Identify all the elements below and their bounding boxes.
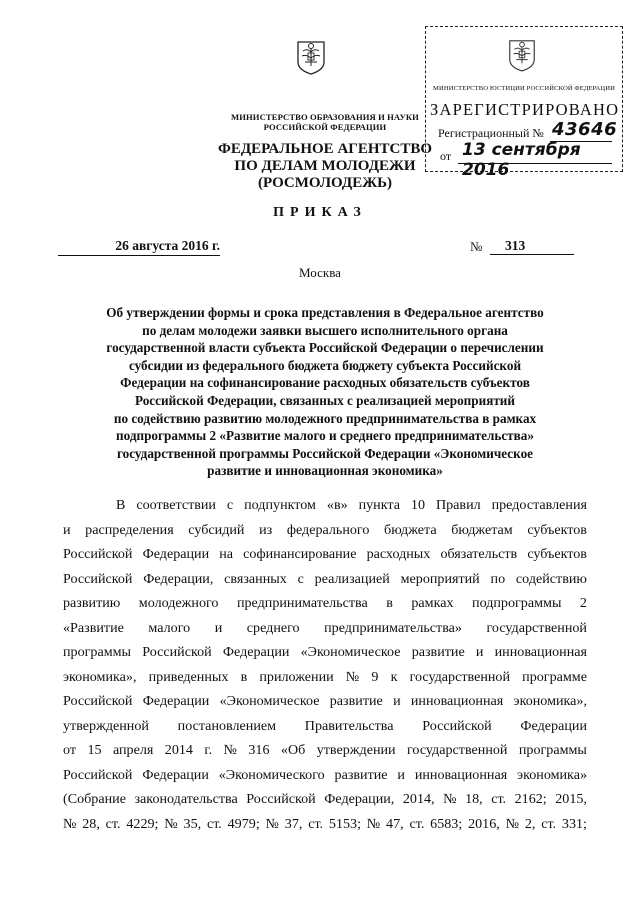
- body-line: [63, 689, 587, 714]
- body-word: ст.: [105, 815, 121, 832]
- body-word: развитие: [329, 693, 383, 709]
- stamp-reg-number: 43646: [552, 119, 618, 140]
- body-word: Российской: [63, 766, 133, 783]
- body-line: [63, 763, 587, 788]
- body-word: 316: [248, 742, 270, 758]
- body-line: [63, 518, 587, 543]
- body-word: Федерации,: [143, 570, 214, 587]
- body-word: 37,: [284, 815, 303, 832]
- body-word: малого: [148, 619, 191, 636]
- body-word: «Экономическое: [300, 644, 401, 660]
- body-word: развитие: [334, 766, 388, 783]
- body-word: на: [219, 546, 234, 562]
- body-word: экономика»,: [63, 668, 137, 685]
- body-word: содействию: [515, 570, 587, 587]
- body-word: предпринимательства: [236, 595, 368, 611]
- body-word: ст.: [491, 791, 507, 807]
- heading-line: государственной власти субъекта Российской Федерации о перечислении: [106, 340, 544, 356]
- body-line: [63, 665, 587, 690]
- body-line: [63, 591, 587, 616]
- body-word: инновационная: [410, 693, 504, 709]
- body-word: Федерации: [520, 717, 587, 734]
- body-word: 6583;: [430, 815, 463, 832]
- body-word: и: [397, 766, 405, 783]
- body-word: 9: [371, 668, 379, 685]
- body-word: 28,: [82, 815, 100, 832]
- body-word: 5153;: [328, 815, 361, 832]
- body-word: 331;: [561, 815, 587, 832]
- body-word: приведенных: [148, 668, 229, 685]
- body-line: [63, 714, 587, 739]
- body-word: «в»: [326, 497, 348, 513]
- body-word: Российской: [422, 717, 492, 734]
- body-word: 2162;: [514, 791, 547, 807]
- body-word: федерального: [286, 521, 370, 538]
- stamp-date-prefix: от: [440, 149, 452, 163]
- body-word: утвержденной: [63, 717, 149, 734]
- body-word: подпрограммы: [472, 595, 562, 611]
- ministry-name-line-1: МИНИСТЕРСТВО ОБРАЗОВАНИЯ И НАУКИ: [231, 112, 419, 122]
- body-word: 2014: [164, 742, 193, 758]
- body-word: постановлением: [177, 717, 277, 734]
- stamp-reg-number-label: Регистрационный №: [438, 126, 544, 140]
- order-number-sign: №: [470, 239, 483, 254]
- state-emblem-icon: [294, 36, 328, 76]
- body-word: утверждении: [316, 742, 396, 758]
- body-word: связанных: [224, 570, 287, 587]
- body-line: [63, 542, 587, 567]
- body-word: к: [390, 668, 398, 685]
- body-line: [63, 787, 587, 812]
- body-word: 2016,: [468, 815, 500, 832]
- body-word: «Об: [280, 742, 306, 758]
- body-word: Правил: [435, 497, 481, 513]
- body-word: «Экономического: [218, 766, 325, 783]
- body-word: апреля: [112, 742, 154, 758]
- body-word: 4229;: [126, 815, 159, 832]
- body-word: предоставления: [491, 497, 587, 513]
- body-word: инновационная: [414, 766, 508, 783]
- body-word: экономика»,: [513, 693, 587, 709]
- body-word: программы: [63, 644, 132, 660]
- body-word: Российской: [63, 693, 133, 709]
- body-word: №: [443, 791, 457, 807]
- body-word: №: [366, 815, 381, 832]
- body-line: [63, 493, 587, 518]
- agency-name-line-2: ПО ДЕЛАМ МОЛОДЕЖИ: [234, 158, 416, 174]
- body-word: инновационная: [494, 644, 587, 660]
- body-word: из: [259, 521, 273, 538]
- body-word: Российской: [142, 644, 212, 660]
- heading-line: государственной программы Российской Федерации «Экономическое: [116, 445, 534, 461]
- stamp-reg-date: 13 сентября 2016: [462, 140, 581, 180]
- body-word: и: [475, 644, 484, 660]
- body-word: среднего: [246, 619, 300, 636]
- body-word: №: [505, 815, 520, 832]
- body-word: Федерации,: [324, 791, 395, 807]
- body-word: молодежного: [138, 595, 219, 611]
- body-word: Федерации: [142, 693, 210, 709]
- body-word: г.: [204, 742, 213, 758]
- state-emblem-icon: [506, 35, 538, 73]
- body-word: 4979;: [227, 815, 260, 832]
- body-word: рамках: [411, 595, 454, 611]
- body-word: и: [214, 619, 223, 636]
- body-word: реализацией: [314, 570, 390, 587]
- body-word: №: [223, 742, 237, 758]
- body-word: Российской: [246, 791, 316, 807]
- body-word: развитие: [411, 644, 465, 660]
- body-word: распределения: [85, 521, 174, 538]
- stamp-ministry: МИНИСТЕРСТВО ЮСТИЦИИ РОССИЙСКОЙ ФЕДЕРАЦИИ: [433, 85, 615, 92]
- stamp-registered: ЗАРЕГИСТРИРОВАНО: [430, 100, 620, 119]
- body-word: мероприятий: [400, 570, 480, 587]
- order-city: Москва: [299, 265, 341, 280]
- body-word: 2015,: [555, 791, 587, 807]
- heading-line: Об утверждении формы и срока представления в Федеральное агентство: [106, 305, 544, 320]
- body-word: №: [265, 815, 279, 832]
- body-word: субъектов: [527, 521, 587, 538]
- body-word: с: [226, 497, 234, 513]
- order-heading: [60, 304, 590, 480]
- body-word: Российской: [63, 546, 133, 562]
- heading-line: по содействию развитию молодежного предпринимательства в рамках: [113, 410, 537, 426]
- body-word: 2: [579, 595, 587, 611]
- body-word: (Собрание: [63, 791, 126, 807]
- body-word: Федерации: [142, 546, 210, 562]
- heading-line: Федерации на софинансирование расходных обязательств субъектов: [120, 375, 530, 391]
- document-title: ПРИКАЗ: [273, 205, 367, 220]
- body-word: государственной: [486, 619, 587, 636]
- order-body: [63, 493, 587, 836]
- body-word: с: [297, 570, 304, 587]
- body-word: обязательств: [440, 546, 518, 562]
- body-word: по: [490, 570, 506, 587]
- body-word: №: [345, 668, 360, 685]
- body-line: [63, 738, 587, 763]
- body-word: развитию: [63, 595, 121, 611]
- body-word: приложении: [259, 668, 334, 685]
- body-word: В: [116, 497, 126, 513]
- body-word: 15: [87, 742, 102, 758]
- body-word: субсидий: [188, 521, 245, 538]
- body-line: [63, 616, 587, 641]
- body-word: софинансирование: [243, 546, 357, 562]
- heading-line: субсидии из федерального бюджета бюджету субъекта Российской: [128, 357, 522, 373]
- body-word: Российской: [63, 570, 133, 587]
- body-word: «Экономическое: [219, 693, 320, 709]
- body-word: экономика»: [517, 766, 587, 783]
- body-word: и: [393, 693, 401, 709]
- body-word: ст.: [541, 815, 557, 832]
- body-word: №: [164, 815, 178, 832]
- body-word: соответствии: [136, 497, 216, 513]
- body-word: ст.: [308, 815, 324, 832]
- body-word: программе: [522, 668, 587, 685]
- body-word: Федерации: [142, 766, 209, 783]
- order-date: 26 августа 2016 г.: [58, 238, 220, 256]
- heading-line: Российской Федерации, связанных с реализацией мероприятий: [134, 392, 516, 408]
- body-word: в: [386, 595, 393, 611]
- agency-name-line-1: ФЕДЕРАЛЬНОЕ АГЕНТСТВО: [217, 141, 433, 157]
- body-word: 2014,: [402, 791, 435, 807]
- body-word: бюджета: [384, 521, 437, 538]
- body-word: ст.: [206, 815, 222, 832]
- body-word: в: [240, 668, 248, 685]
- heading-line: по делам молодежи заявки высшего исполнительного органа: [142, 322, 508, 338]
- body-word: 47,: [386, 815, 404, 832]
- heading-line: развитие и инновационная экономика»: [207, 463, 443, 479]
- body-line: [63, 812, 587, 837]
- body-word: подпунктом: [244, 497, 316, 513]
- registration-stamp: [425, 26, 623, 180]
- body-word: программы: [518, 742, 587, 758]
- body-word: законодательства: [134, 791, 238, 807]
- body-word: расходных: [366, 546, 431, 562]
- body-line: [63, 640, 587, 665]
- body-line: [63, 567, 587, 592]
- body-word: предпринимательства»: [324, 619, 462, 636]
- body-word: Правительства: [304, 717, 394, 734]
- body-word: пункта: [358, 497, 400, 513]
- body-word: государственной: [409, 668, 511, 685]
- body-word: и: [63, 521, 71, 538]
- body-word: 35,: [183, 815, 202, 832]
- heading-line: подпрограммы 2 «Развитие малого и среднего предпринимательства»: [116, 428, 534, 444]
- body-word: ст.: [409, 815, 425, 832]
- body-word: государственной: [407, 742, 508, 758]
- body-word: субъектов: [527, 546, 587, 562]
- body-word: 18,: [465, 791, 483, 807]
- order-number: 313: [490, 238, 574, 255]
- ministry-name-line-2: РОССИЙСКОЙ ФЕДЕРАЦИИ: [263, 122, 387, 132]
- body-word: от: [63, 742, 77, 758]
- body-word: 10: [410, 497, 425, 513]
- body-word: «Развитие: [63, 619, 124, 636]
- body-word: №: [63, 815, 77, 832]
- body-word: Федерации: [222, 644, 290, 660]
- body-word: 2,: [524, 815, 536, 832]
- body-word: бюджетам: [451, 521, 513, 538]
- agency-name-line-3: (РОСМОЛОДЕЖЬ): [258, 175, 392, 191]
